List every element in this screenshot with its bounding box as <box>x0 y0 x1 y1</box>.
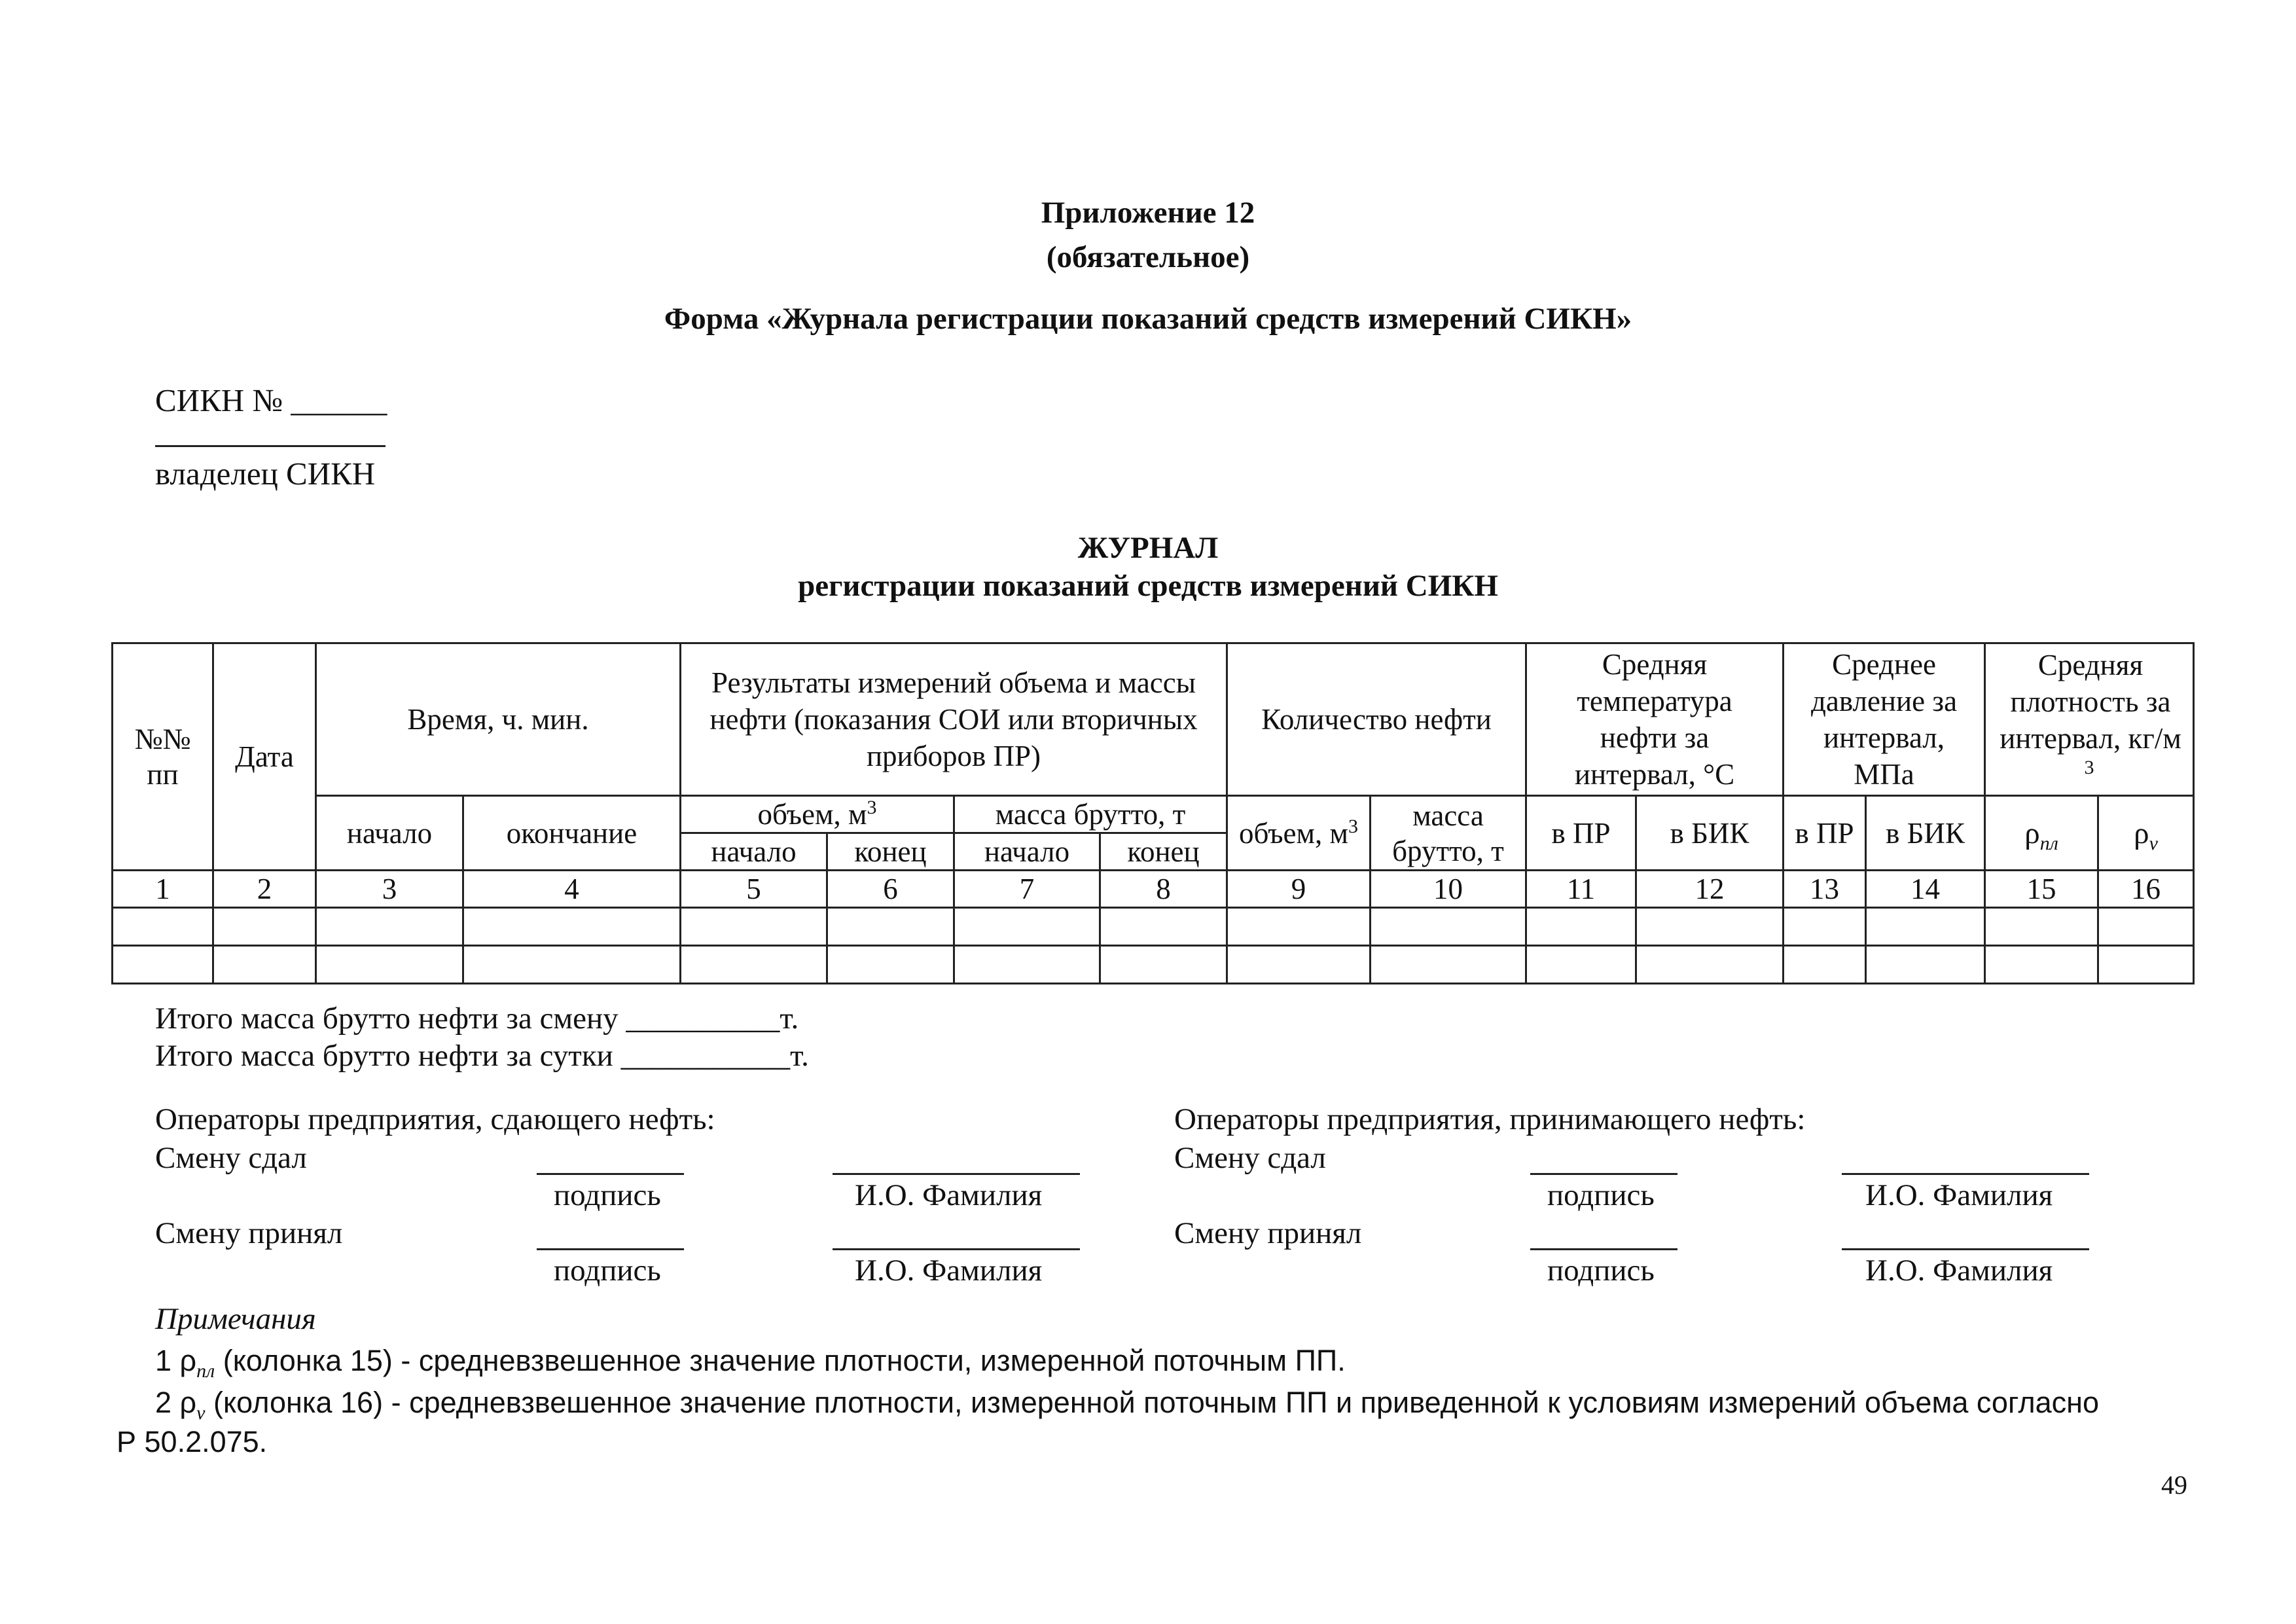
journal-subtitle: регистрации показаний средств измерений СИКН <box>798 569 1498 603</box>
header-start: начало <box>316 796 463 871</box>
header-mass-begin: начало <box>954 833 1100 871</box>
header-vol-begin: начало <box>681 833 827 871</box>
header-density <box>1985 643 2194 796</box>
signature-caption: подпись <box>554 1254 661 1288</box>
table-cell[interactable] <box>1866 908 1985 946</box>
density-label: Средняя плотность за интервал, кг/м <box>2000 649 2181 755</box>
header-press-bik: в БИК <box>1866 796 1985 871</box>
column-numbers-row <box>113 871 2194 908</box>
signature-line <box>1530 1248 1677 1250</box>
journal-title: ЖУРНАЛ <box>1077 531 1219 565</box>
column-number-cell: 2 <box>213 871 316 908</box>
header-volume: объем, $м^3$ <box>681 796 954 833</box>
signature-line <box>537 1173 684 1175</box>
table-row <box>113 908 2194 946</box>
table-cell[interactable] <box>681 946 827 984</box>
column-number-cell: 5 <box>681 871 827 908</box>
column-number-cell: 16 <box>2098 871 2194 908</box>
total-shift: Итого масса брутто нефти за смену __________т. <box>155 1001 799 1036</box>
column-number-cell: 11 <box>1526 871 1636 908</box>
column-number-cell: 1 <box>113 871 213 908</box>
table-cell[interactable] <box>1100 908 1227 946</box>
name-line <box>833 1173 1080 1175</box>
table-cell[interactable] <box>827 908 954 946</box>
table-cell[interactable] <box>463 908 681 946</box>
header-pressure: Среднее давление за интервал, МПа <box>1784 643 1985 796</box>
signature-line <box>1530 1173 1677 1175</box>
note-2: 2 $\rho_v$ (колонка 16) - средневзвешенное значение плотности, измеренной поточным ПП и приведенной к условиям измерений объема согласно <box>155 1386 2100 1424</box>
header-end: окончание <box>463 796 681 871</box>
table-cell[interactable] <box>1371 908 1526 946</box>
header-quantity: Количество нефти <box>1227 643 1526 796</box>
giving-shift-received: Смену принял <box>155 1216 343 1250</box>
header-vol-end: конец <box>827 833 954 871</box>
header-temp-pr: в ПР <box>1526 796 1636 871</box>
header-mass-end: конец <box>1100 833 1227 871</box>
header-rho-pl: $\rho_{пл}$ <box>1985 796 2098 871</box>
column-number-cell: 13 <box>1784 871 1866 908</box>
table-cell[interactable] <box>1784 946 1866 984</box>
receiving-shift-received: Смену принял <box>1174 1216 1362 1250</box>
notes-title: Примечания <box>155 1302 316 1336</box>
name-line <box>833 1248 1080 1250</box>
table-cell[interactable] <box>113 908 213 946</box>
column-number-cell: 7 <box>954 871 1100 908</box>
operators-giving-title: Операторы предприятия, сдающего нефть: <box>155 1102 715 1136</box>
form-title: Форма «Журнала регистрации показаний средств измерений СИКН» <box>664 302 1632 336</box>
table-cell[interactable] <box>1227 946 1371 984</box>
column-number-cell: 10 <box>1371 871 1526 908</box>
table-cell[interactable] <box>316 946 463 984</box>
table-cell[interactable] <box>1784 908 1866 946</box>
table-cell[interactable] <box>1100 946 1227 984</box>
header-num: №№ пп <box>113 643 213 871</box>
name-line <box>1842 1173 2089 1175</box>
signature-caption: подпись <box>1547 1178 1655 1212</box>
table-cell[interactable] <box>1371 946 1526 984</box>
operators-receiving-title: Операторы предприятия, принимающего нефть: <box>1174 1102 1806 1136</box>
signature-line <box>537 1248 684 1250</box>
column-number-cell: 3 <box>316 871 463 908</box>
signature-caption: подпись <box>1547 1254 1655 1288</box>
column-number-cell: 9 <box>1227 871 1371 908</box>
name-caption: И.О. Фамилия <box>1865 1178 2053 1212</box>
table-cell[interactable] <box>954 946 1100 984</box>
table-row <box>113 946 2194 984</box>
column-number-cell: 6 <box>827 871 954 908</box>
giving-shift-handed: Смену сдал <box>155 1141 307 1175</box>
column-number-cell: 8 <box>1100 871 1227 908</box>
name-caption: И.О. Фамилия <box>855 1178 1043 1212</box>
table-cell[interactable] <box>1636 946 1784 984</box>
receiving-shift-handed: Смену сдал <box>1174 1141 1326 1175</box>
header-temperature: Средняя температура нефти за интервал, °С <box>1526 643 1784 796</box>
signature-caption: подпись <box>554 1178 661 1212</box>
table-cell[interactable] <box>1636 908 1784 946</box>
appendix-title: Приложение 12 <box>1041 196 1255 230</box>
header-rho-v: $\rho_v$ <box>2098 796 2194 871</box>
table-cell[interactable] <box>1985 908 2098 946</box>
density-sup: 3 <box>2084 757 2094 778</box>
journal-table <box>111 642 2195 984</box>
table-cell[interactable] <box>1526 908 1636 946</box>
mandatory-label: (обязательное) <box>1046 240 1250 274</box>
name-caption: И.О. Фамилия <box>1865 1254 2053 1288</box>
name-caption: И.О. Фамилия <box>855 1254 1043 1288</box>
header-results: Результаты измерений объема и массы нефти (показания СОИ или вторичных приборов ПР) <box>681 643 1227 796</box>
table-cell[interactable] <box>827 946 954 984</box>
table-cell[interactable] <box>316 908 463 946</box>
header-row-main <box>113 643 2194 796</box>
header-date: Дата <box>213 643 316 871</box>
owner-label: владелец СИКН <box>155 456 376 492</box>
table-cell[interactable] <box>1526 946 1636 984</box>
table-cell[interactable] <box>1227 908 1371 946</box>
column-number-cell: 4 <box>463 871 681 908</box>
column-number-cell: 15 <box>1985 871 2098 908</box>
header-qty-mass: масса брутто, т <box>1371 796 1526 871</box>
header-press-pr: в ПР <box>1784 796 1866 871</box>
table-cell[interactable] <box>1866 946 1985 984</box>
table-cell[interactable] <box>954 908 1100 946</box>
table-cell[interactable] <box>2098 908 2194 946</box>
page-number: 49 <box>2161 1470 2187 1500</box>
table-cell[interactable] <box>2098 946 2194 984</box>
table-cell[interactable] <box>681 908 827 946</box>
header-mass-gross: масса брутто, т <box>954 796 1227 833</box>
table-cell[interactable] <box>113 946 213 984</box>
table-cell[interactable] <box>213 946 316 984</box>
header-row-sub <box>113 796 2194 833</box>
header-time: Время, ч. мин. <box>316 643 681 796</box>
table-cell[interactable] <box>1985 946 2098 984</box>
table-cell[interactable] <box>463 946 681 984</box>
note-1: 1 $\rho_{пл}$ (колонка 15) - средневзвешенное значение плотности, измеренной поточным ПП. <box>155 1344 1346 1382</box>
header-qty-volume: объем, $м^3$ <box>1227 796 1371 871</box>
name-line <box>1842 1248 2089 1250</box>
sikn-number-label: СИКН № ______ <box>155 382 387 418</box>
total-day: Итого масса брутто нефти за сутки ___________т. <box>155 1039 809 1073</box>
column-number-cell: 12 <box>1636 871 1784 908</box>
table-cell[interactable] <box>213 908 316 946</box>
owner-blank-line <box>155 445 386 447</box>
header-temp-bik: в БИК <box>1636 796 1784 871</box>
note-2-continuation: Р 50.2.075. <box>117 1425 268 1458</box>
column-number-cell: 14 <box>1866 871 1985 908</box>
